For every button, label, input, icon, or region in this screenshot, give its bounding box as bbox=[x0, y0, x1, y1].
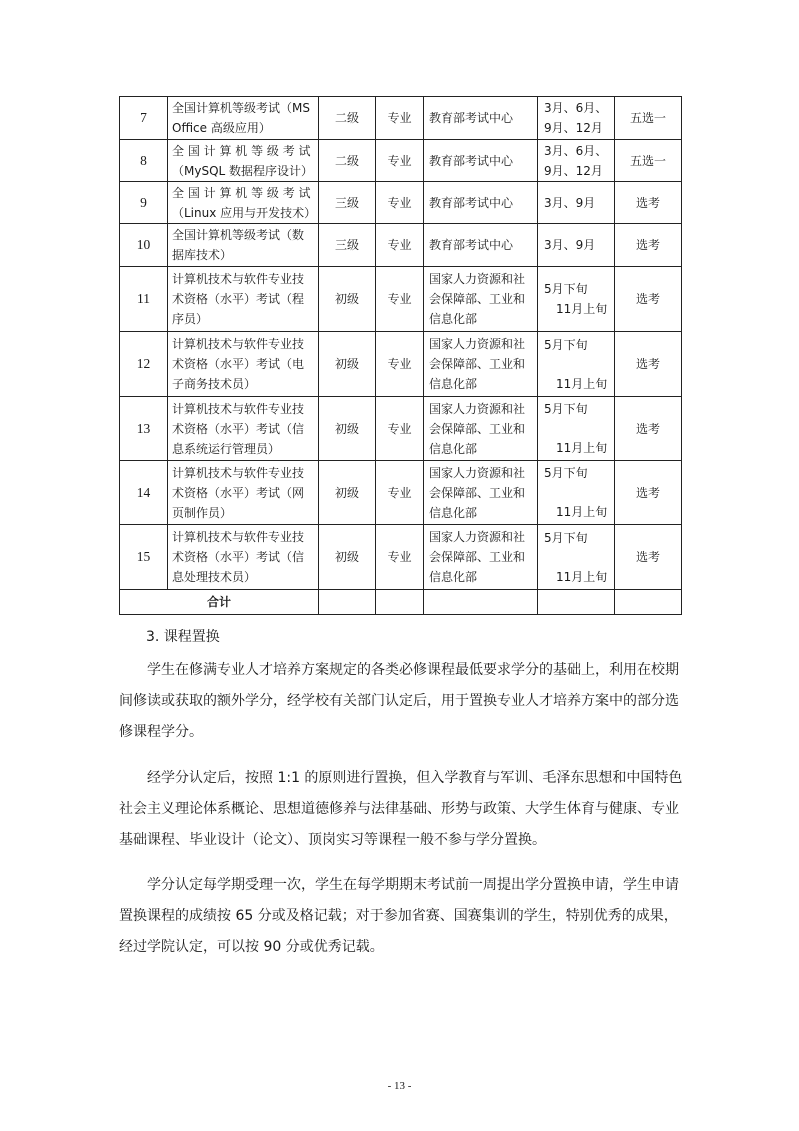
org-line: 国家人力资源和社 bbox=[429, 401, 526, 416]
cell-number: 13 bbox=[120, 397, 168, 461]
time-line: 11月上旬 bbox=[556, 376, 608, 391]
org-line: 教育部考试中心 bbox=[429, 238, 514, 252]
cell-requirement: 五选一 bbox=[615, 140, 682, 182]
total-cell-empty bbox=[376, 590, 424, 615]
org-line: 教育部考试中心 bbox=[429, 111, 514, 125]
cell-organizer bbox=[424, 97, 538, 140]
cell-level: 初级 bbox=[319, 332, 376, 397]
cell-exam-name bbox=[168, 525, 319, 590]
org-line: 教育部考试中心 bbox=[429, 195, 514, 210]
cell-exam-name bbox=[168, 224, 319, 267]
cell-level: 三级 bbox=[319, 182, 376, 224]
cell-exam-time bbox=[538, 267, 615, 332]
cell-category: 专业 bbox=[376, 182, 424, 224]
org-line: 会保障部、工业和 bbox=[429, 357, 526, 371]
name-line: 术资格（水平）考试（程 bbox=[172, 292, 305, 306]
name-line: 计算机技术与软件专业技 bbox=[172, 401, 305, 416]
time-line: 5月下旬 bbox=[544, 466, 588, 480]
cell-category: 专业 bbox=[376, 525, 424, 590]
cell-number: 15 bbox=[120, 525, 168, 590]
name-line: （Linux 应用与开发技术） bbox=[172, 205, 317, 220]
cell-exam-time bbox=[538, 224, 615, 267]
name-line: 计算机技术与软件专业技 bbox=[172, 337, 305, 351]
page-number: - 13 - bbox=[387, 1080, 412, 1092]
org-line: 会保障部、工业和 bbox=[429, 292, 526, 306]
name-line: 术资格（水平）考试（信 bbox=[172, 550, 305, 564]
cell-requirement: 选考 bbox=[615, 332, 682, 397]
cell-requirement: 选考 bbox=[615, 525, 682, 590]
org-line: 会保障部、工业和 bbox=[429, 485, 526, 500]
cell-organizer bbox=[424, 182, 538, 224]
cell-exam-time bbox=[538, 182, 615, 224]
cell-number: 7 bbox=[120, 97, 168, 140]
paragraph-1: 学生在修满专业人才培养方案规定的各类必修课程最低要求学分的基础上，利用在校期 间修读或获取的额外学分，经学校有关部门认定后，用于置换专业人才培养方案中的部分选 修课程学分。 bbox=[119, 662, 679, 740]
table-body bbox=[120, 97, 682, 615]
table-row bbox=[120, 267, 682, 332]
name-line: （MySQL 数据程序设计） bbox=[172, 163, 314, 178]
cell-number: 8 bbox=[120, 140, 168, 182]
cell-level: 三级 bbox=[319, 224, 376, 267]
name-line: 术资格（水平）考试（电 bbox=[172, 357, 305, 371]
name-line: 息系统运行管理员） bbox=[172, 441, 281, 456]
cell-requirement: 选考 bbox=[615, 267, 682, 332]
cell-level: 初级 bbox=[319, 397, 376, 461]
paragraph-3: 学分认定每学期受理一次，学生在每学期期末考试前一周提出学分置换申请，学生申请 置换课程的成绩按 65 分或及格记载；对于参加省赛、国赛集训的学生，特别优秀的成果， 经过学院认定，可以按 90 分或优秀记载。 bbox=[119, 877, 679, 955]
section-heading: 3. 课程置换 bbox=[146, 629, 220, 645]
cell-level: 初级 bbox=[319, 267, 376, 332]
name-line: 术资格（水平）考试（网 bbox=[172, 485, 305, 500]
name-line: 全国计算机等级考试（MS bbox=[172, 101, 310, 115]
cell-requirement: 选考 bbox=[615, 461, 682, 525]
cell-exam-time bbox=[538, 461, 615, 525]
name-line: 计算机技术与软件专业技 bbox=[172, 465, 305, 480]
cell-exam-name bbox=[168, 397, 319, 461]
cell-exam-name bbox=[168, 140, 319, 182]
cell-category: 专业 bbox=[376, 397, 424, 461]
name-line: Office 高级应用） bbox=[172, 121, 271, 135]
cell-exam-time bbox=[538, 97, 615, 140]
cell-exam-time bbox=[538, 525, 615, 590]
time-line: 9月、12月 bbox=[544, 163, 603, 178]
table-row bbox=[120, 224, 682, 267]
org-line: 国家人力资源和社 bbox=[429, 272, 526, 286]
org-line: 教育部考试中心 bbox=[429, 153, 514, 168]
paragraph-2: 经学分认定后，按照 1:1 的原则进行置换，但入学教育与军训、毛泽东思想和中国特色 社会主义理论体系概论、思想道德修养与法律基础、形势与政策、大学生体育与健康、专业 基础课程、毕业设计（论文）、顶岗实习等课程一般不参与学分置换。 bbox=[119, 770, 683, 848]
cell-organizer bbox=[424, 224, 538, 267]
table-total-row bbox=[120, 590, 682, 615]
time-line: 5月下旬 bbox=[544, 337, 588, 352]
cell-category: 专业 bbox=[376, 267, 424, 332]
cell-exam-name bbox=[168, 461, 319, 525]
org-line: 信息化部 bbox=[429, 570, 478, 584]
table-row bbox=[120, 525, 682, 590]
cell-level: 初级 bbox=[319, 461, 376, 525]
cell-category: 专业 bbox=[376, 461, 424, 525]
certificate-table bbox=[119, 96, 682, 615]
time-line: 3月、6月、 bbox=[544, 143, 608, 158]
cell-number: 14 bbox=[120, 461, 168, 525]
name-line: 子商务技术员） bbox=[172, 377, 257, 391]
org-line: 信息化部 bbox=[429, 505, 478, 520]
cell-organizer bbox=[424, 461, 538, 525]
cell-number: 12 bbox=[120, 332, 168, 397]
time-line: 11月上旬 bbox=[556, 441, 608, 455]
table-row bbox=[120, 397, 682, 461]
time-line: 9月、12月 bbox=[544, 121, 603, 135]
cell-exam-name bbox=[168, 267, 319, 332]
cell-category: 专业 bbox=[376, 332, 424, 397]
time-line: 11月上旬 bbox=[556, 302, 608, 316]
org-line: 信息化部 bbox=[429, 312, 478, 326]
org-line: 会保障部、工业和 bbox=[429, 550, 526, 564]
cell-level: 初级 bbox=[319, 525, 376, 590]
cell-organizer bbox=[424, 332, 538, 397]
cell-category: 专业 bbox=[376, 97, 424, 140]
org-line: 信息化部 bbox=[429, 377, 478, 391]
time-line: 5月下旬 bbox=[544, 530, 588, 545]
name-line: 全国计算机等级考试（数 bbox=[172, 228, 305, 242]
cell-organizer bbox=[424, 525, 538, 590]
org-line: 国家人力资源和社 bbox=[429, 465, 526, 480]
total-label: 合计 bbox=[120, 590, 319, 615]
cell-exam-name bbox=[168, 182, 319, 224]
name-line: 息处理技术员） bbox=[172, 570, 257, 584]
name-line: 据库技术） bbox=[172, 248, 233, 262]
time-line: 3月、9月 bbox=[544, 195, 596, 210]
cell-requirement: 选考 bbox=[615, 224, 682, 267]
cell-level: 二级 bbox=[319, 140, 376, 182]
cell-organizer bbox=[424, 267, 538, 332]
cell-exam-time bbox=[538, 332, 615, 397]
time-line: 3月、9月 bbox=[544, 238, 596, 252]
org-line: 国家人力资源和社 bbox=[429, 337, 526, 351]
cell-organizer bbox=[424, 140, 538, 182]
table-row bbox=[120, 182, 682, 224]
name-line: 计算机技术与软件专业技 bbox=[172, 272, 305, 286]
table-row bbox=[120, 97, 682, 140]
time-line: 5月下旬 bbox=[544, 282, 588, 296]
name-line: 页制作员） bbox=[172, 505, 233, 520]
org-line: 会保障部、工业和 bbox=[429, 421, 526, 436]
cell-requirement: 五选一 bbox=[615, 97, 682, 140]
cell-requirement: 选考 bbox=[615, 397, 682, 461]
cell-organizer bbox=[424, 397, 538, 461]
table-row bbox=[120, 140, 682, 182]
name-line: 全 国 计 算 机 等 级 考 试 bbox=[172, 185, 311, 200]
name-line: 序员） bbox=[172, 312, 209, 326]
table-row bbox=[120, 461, 682, 525]
name-line: 术资格（水平）考试（信 bbox=[172, 421, 305, 436]
time-line: 5月下旬 bbox=[544, 402, 588, 416]
cell-exam-time bbox=[538, 140, 615, 182]
cell-exam-name bbox=[168, 332, 319, 397]
name-line: 计算机技术与软件专业技 bbox=[172, 530, 305, 544]
total-cell-empty bbox=[424, 590, 538, 615]
table-row bbox=[120, 332, 682, 397]
cell-requirement: 选考 bbox=[615, 182, 682, 224]
cell-category: 专业 bbox=[376, 224, 424, 267]
cell-number: 11 bbox=[120, 267, 168, 332]
total-cell-empty bbox=[538, 590, 615, 615]
cell-level: 二级 bbox=[319, 97, 376, 140]
total-cell-empty bbox=[319, 590, 376, 615]
time-line: 11月上旬 bbox=[556, 569, 608, 584]
name-line: 全 国 计 算 机 等 级 考 试 bbox=[172, 143, 311, 158]
cell-exam-time bbox=[538, 397, 615, 461]
org-line: 信息化部 bbox=[429, 441, 478, 456]
cell-category: 专业 bbox=[376, 140, 424, 182]
time-line: 11月上旬 bbox=[556, 505, 608, 519]
cell-number: 10 bbox=[120, 224, 168, 267]
cell-exam-name bbox=[168, 97, 319, 140]
total-cell-empty bbox=[615, 590, 682, 615]
org-line: 国家人力资源和社 bbox=[429, 530, 526, 544]
cell-number: 9 bbox=[120, 182, 168, 224]
time-line: 3月、6月、 bbox=[544, 101, 608, 115]
